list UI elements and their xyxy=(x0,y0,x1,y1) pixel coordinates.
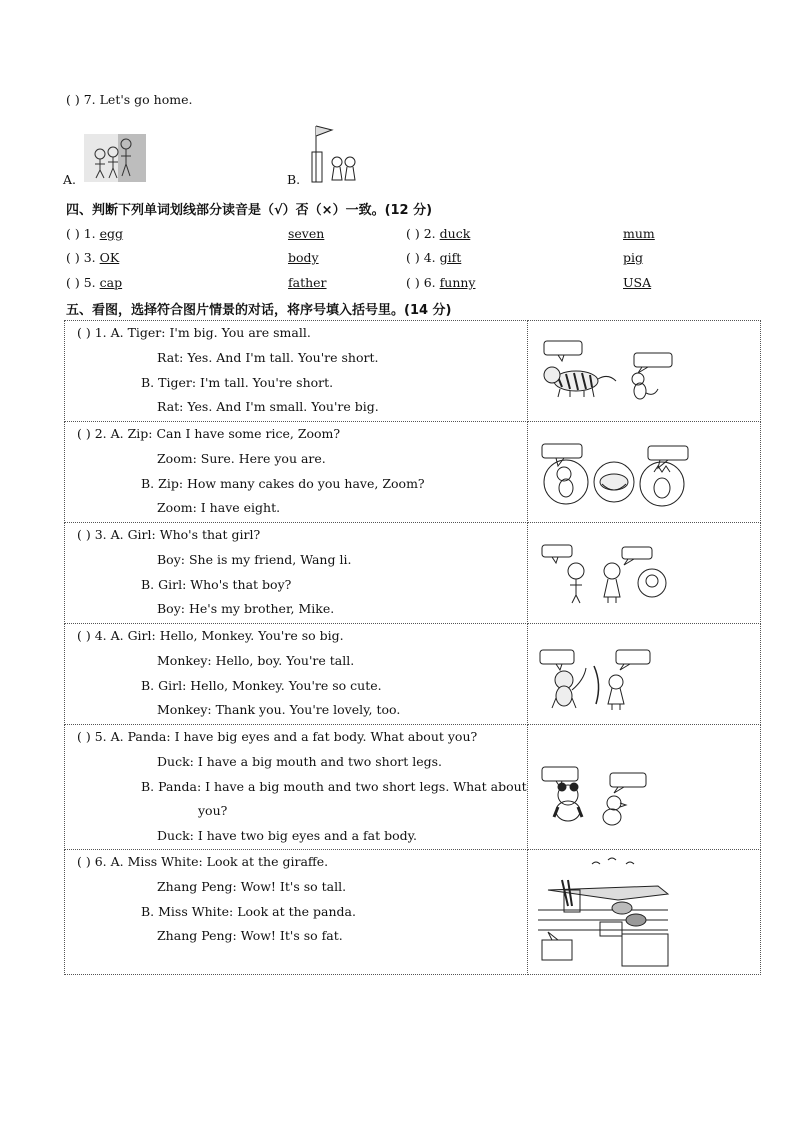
dialogue-row xyxy=(65,422,761,523)
zoo-giraffe-panda-illustration xyxy=(528,850,760,974)
item-number: 1. xyxy=(83,226,96,241)
answer-bracket[interactable]: ( ) xyxy=(66,92,80,107)
children-walking-image xyxy=(84,134,146,182)
item-2 xyxy=(406,226,470,241)
word: duck xyxy=(439,226,471,241)
word: father xyxy=(288,275,327,290)
dialogue-line: Zoom: Sure. Here you are. xyxy=(157,450,326,466)
picture-cell xyxy=(527,321,760,422)
word: seven xyxy=(288,226,325,241)
dialogue-cell xyxy=(65,850,528,975)
section-4-heading: 四、判断下列单词划线部分读音是（√）否（×）一致。(12 分) xyxy=(66,203,433,218)
item-number: 3. xyxy=(83,250,96,265)
answer-bracket[interactable]: ( ) xyxy=(66,250,80,265)
dialogue-row xyxy=(65,321,761,422)
dialogue-line: Monkey: Thank you. You're lovely, too. xyxy=(157,702,401,718)
item-number: 5. xyxy=(83,275,96,290)
dialogue-line: Duck: I have a big mouth and two short legs. xyxy=(157,753,443,769)
word: funny xyxy=(439,275,476,290)
answer-bracket[interactable]: ( ) xyxy=(406,250,420,265)
word: USA xyxy=(623,275,652,290)
dialogue-line[interactable]: ( ) 1. A. Tiger: I'm big. You are small. xyxy=(77,325,311,340)
option-a-label: A. xyxy=(63,172,77,187)
item-6 xyxy=(406,275,475,290)
word: gift xyxy=(439,250,462,265)
item-3 xyxy=(66,250,119,265)
dialogue-cell xyxy=(65,422,528,523)
dialogue-line: B. Miss White: Look at the panda. xyxy=(141,903,356,919)
zip-rice-zoom-illustration xyxy=(528,422,760,522)
dialogue-line: Rat: Yes. And I'm small. You're big. xyxy=(157,399,379,415)
dialogue-line: B. Zip: How many cakes do you have, Zoom? xyxy=(141,475,425,491)
word: OK xyxy=(99,250,120,265)
item-1 xyxy=(66,226,123,241)
dialogue-line: Boy: She is my friend, Wang li. xyxy=(157,551,352,567)
item-number: 6. xyxy=(423,275,436,290)
answer-bracket[interactable]: ( ) xyxy=(406,226,420,241)
answer-bracket[interactable]: ( ) xyxy=(406,275,420,290)
dialogue-line: Monkey: Hello, boy. You're tall. xyxy=(157,652,355,668)
dialogue-line[interactable]: ( ) 3. A. Girl: Who's that girl? xyxy=(77,527,261,542)
dialogue-line[interactable]: ( ) 2. A. Zip: Can I have some rice, Zoom? xyxy=(77,426,341,441)
dialogue-cell xyxy=(65,523,528,624)
girl-boy-illustration xyxy=(528,523,760,623)
answer-bracket[interactable]: ( ) xyxy=(66,226,80,241)
dialogue-line: B. Panda: I have a big mouth and two short legs. What about xyxy=(141,778,527,794)
dialogue-line: B. Tiger: I'm tall. You're short. xyxy=(141,374,334,390)
word: pig xyxy=(623,250,644,265)
dialogue-line[interactable]: ( ) 5. A. Panda: I have big eyes and a fat body. What about you? xyxy=(77,729,478,744)
tiger-rat-illustration xyxy=(528,321,760,421)
panda-duck-illustration xyxy=(528,725,760,849)
dialogue-line: Duck: I have two big eyes and a fat body. xyxy=(157,828,418,844)
dialogue-row xyxy=(65,523,761,624)
dialogue-line: B. Girl: Hello, Monkey. You're so cute. xyxy=(141,677,382,693)
dialogue-line[interactable]: ( ) 6. A. Miss White: Look at the giraffe. xyxy=(77,854,329,869)
dialogue-line: Boy: He's my brother, Mike. xyxy=(157,601,335,617)
dialogue-line: Rat: Yes. And I'm tall. You're short. xyxy=(157,349,379,365)
option-b-label: B. xyxy=(287,172,301,187)
item-5 xyxy=(66,275,122,290)
word: cap xyxy=(99,275,123,290)
dialogue-line: Zhang Peng: Wow! It's so tall. xyxy=(157,878,347,894)
section-5-heading: 五、看图，选择符合图片情景的对话，将序号填入括号里。(14 分) xyxy=(66,303,452,318)
picture-cell xyxy=(527,523,760,624)
dialogue-line: you? xyxy=(198,803,228,819)
item-number: 4. xyxy=(423,250,436,265)
item-4 xyxy=(406,250,461,265)
dialogue-line: Zoom: I have eight. xyxy=(157,500,281,516)
picture-cell xyxy=(527,850,760,975)
dialogue-line: Zhang Peng: Wow! It's so fat. xyxy=(157,928,343,944)
word: body xyxy=(288,250,319,265)
word: egg xyxy=(99,226,124,241)
picture-cell xyxy=(527,725,760,850)
answer-bracket[interactable]: ( ) xyxy=(66,275,80,290)
monkey-girl-illustration xyxy=(528,624,760,724)
question-text: 7. Let's go home. xyxy=(83,92,193,107)
picture-cell xyxy=(527,422,760,523)
picture-cell xyxy=(527,624,760,725)
dialogue-cell xyxy=(65,321,528,422)
dialogue-table xyxy=(64,320,761,975)
dialogue-row xyxy=(65,725,761,850)
dialogue-line: B. Girl: Who's that boy? xyxy=(141,576,292,592)
item-number: 2. xyxy=(423,226,436,241)
dialogue-cell xyxy=(65,624,528,725)
dialogue-row xyxy=(65,850,761,975)
word: mum xyxy=(623,226,655,241)
dialogue-row xyxy=(65,624,761,725)
flag-school-image xyxy=(310,122,360,184)
dialogue-cell xyxy=(65,725,528,850)
dialogue-line[interactable]: ( ) 4. A. Girl: Hello, Monkey. You're so big. xyxy=(77,628,344,643)
question-7 xyxy=(66,92,192,107)
